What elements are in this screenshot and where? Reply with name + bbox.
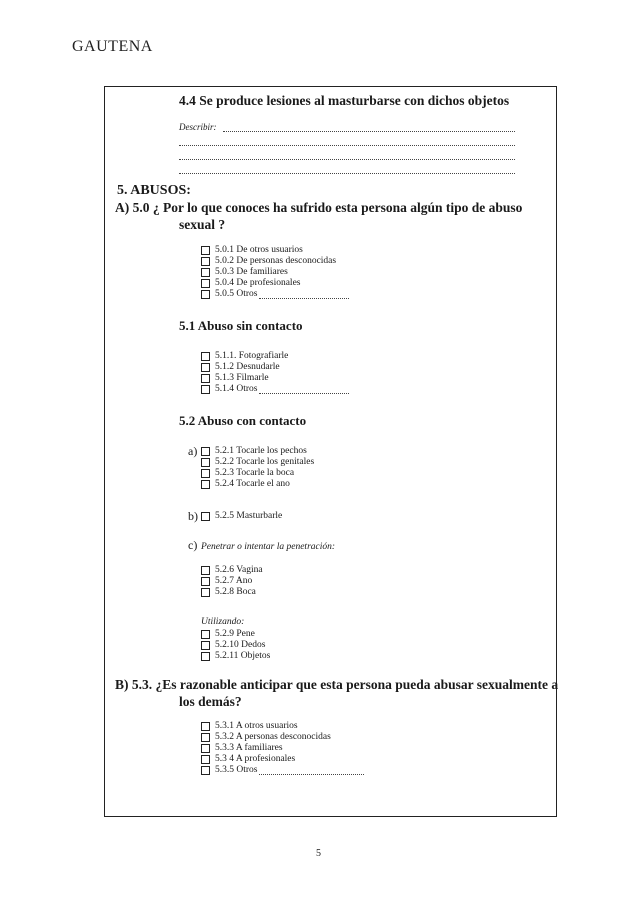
option-5-2-9[interactable]: 5.2.9 Pene (201, 629, 270, 640)
section-5-title: 5. ABUSOS: (117, 183, 191, 198)
checkbox[interactable] (201, 458, 210, 467)
letter-a: a) (188, 444, 198, 458)
option-5-0-5[interactable]: 5.0.5 Otros (201, 289, 349, 300)
checkbox[interactable] (201, 722, 210, 731)
option-5-1-3[interactable]: 5.1.3 Filmarle (201, 373, 349, 384)
checkbox[interactable] (201, 246, 210, 255)
checkbox[interactable] (201, 652, 210, 661)
option-5-3-2[interactable]: 5.3.2 A personas desconocidas (201, 732, 364, 743)
checkbox[interactable] (201, 374, 210, 383)
other-fill-line[interactable] (259, 766, 364, 775)
form-frame (104, 86, 557, 817)
checkbox[interactable] (201, 744, 210, 753)
option-5-0-1[interactable]: 5.0.1 De otros usuarios (201, 245, 349, 256)
option-5-3-3[interactable]: 5.3.3 A familiares (201, 743, 364, 754)
checkbox[interactable] (201, 257, 210, 266)
checkbox[interactable] (201, 641, 210, 650)
option-5-3-5[interactable]: 5.3.5 Otros (201, 765, 364, 776)
describe-label: Describir: (179, 122, 217, 132)
options-utilizando (201, 629, 270, 662)
option-5-3-1[interactable]: 5.3.1 A otros usuarios (201, 721, 364, 732)
question-b-line-1: B) 5.3. ¿Es razonable anticipar que esta persona pueda abusar sexualmente a (115, 677, 559, 692)
checkbox[interactable] (201, 469, 210, 478)
options-5-1 (201, 351, 349, 395)
option-5-2-11[interactable]: 5.2.11 Objetos (201, 651, 270, 662)
option-5-2-4[interactable]: 5.2.4 Tocarle el ano (201, 479, 314, 490)
utilizando-label: Utilizando: (201, 617, 245, 627)
question-a-line-1: A) 5.0 ¿ Por lo que conoces ha sufrido esta persona algún tipo de abuso (115, 200, 523, 215)
describe-line-1[interactable] (223, 131, 515, 132)
option-5-2-10[interactable]: 5.2.10 Dedos (201, 640, 270, 651)
option-5-2-6[interactable]: 5.2.6 Vagina (201, 565, 263, 576)
page-number: 5 (316, 848, 321, 859)
other-fill-line[interactable] (259, 290, 349, 299)
question-a-line-2: sexual ? (179, 217, 226, 232)
checkbox[interactable] (201, 577, 210, 586)
option-5-1-1[interactable]: 5.1.1. Fotografiarle (201, 351, 349, 362)
options-5-2-a (201, 446, 314, 490)
checkbox[interactable] (201, 279, 210, 288)
option-5-0-4[interactable]: 5.0.4 De profesionales (201, 278, 349, 289)
option-5-0-2[interactable]: 5.0.2 De personas desconocidas (201, 256, 349, 267)
options-5-0 (201, 245, 349, 300)
option-5-2-8[interactable]: 5.2.8 Boca (201, 587, 263, 598)
option-5-1-2[interactable]: 5.1.2 Desnudarle (201, 362, 349, 373)
option-5-2-7[interactable]: 5.2.7 Ano (201, 576, 263, 587)
checkbox[interactable] (201, 755, 210, 764)
describe-line-2[interactable] (179, 145, 515, 146)
checkbox[interactable] (201, 385, 210, 394)
describe-line-3[interactable] (179, 159, 515, 160)
option-5-2-3[interactable]: 5.2.3 Tocarle la boca (201, 468, 314, 479)
checkbox[interactable] (201, 268, 210, 277)
question-b-line-2: los demás? (179, 694, 242, 709)
subsection-5-1-title: 5.1 Abuso sin contacto (179, 318, 303, 333)
question-4-4-title: 4.4 Se produce lesiones al masturbarse con dichos objetos (179, 93, 510, 108)
checkbox[interactable] (201, 480, 210, 489)
document-header: GAUTENA (72, 38, 153, 55)
options-5-3 (201, 721, 364, 776)
options-5-2-c (201, 565, 263, 598)
option-5-2-1[interactable]: 5.2.1 Tocarle los pechos (201, 446, 314, 457)
letter-b: b) (188, 509, 198, 523)
letter-c: c) (188, 538, 198, 552)
checkbox[interactable] (201, 352, 210, 361)
checkbox[interactable] (201, 512, 210, 521)
subsection-5-2-title: 5.2 Abuso con contacto (179, 413, 307, 428)
checkbox[interactable] (201, 630, 210, 639)
checkbox[interactable] (201, 290, 210, 299)
options-5-2-b (201, 511, 282, 522)
describe-line-4[interactable] (179, 173, 515, 174)
checkbox[interactable] (201, 363, 210, 372)
penetration-label: Penetrar o intentar la penetración: (201, 542, 336, 552)
other-fill-line[interactable] (259, 385, 349, 394)
option-5-3-4[interactable]: 5.3 4 A profesionales (201, 754, 364, 765)
checkbox[interactable] (201, 447, 210, 456)
checkbox[interactable] (201, 766, 210, 775)
option-5-2-5[interactable]: 5.2.5 Masturbarle (201, 511, 282, 522)
option-5-1-4[interactable]: 5.1.4 Otros (201, 384, 349, 395)
checkbox[interactable] (201, 588, 210, 597)
checkbox[interactable] (201, 733, 210, 742)
option-5-2-2[interactable]: 5.2.2 Tocarle los genitales (201, 457, 314, 468)
option-5-0-3[interactable]: 5.0.3 De familiares (201, 267, 349, 278)
checkbox[interactable] (201, 566, 210, 575)
